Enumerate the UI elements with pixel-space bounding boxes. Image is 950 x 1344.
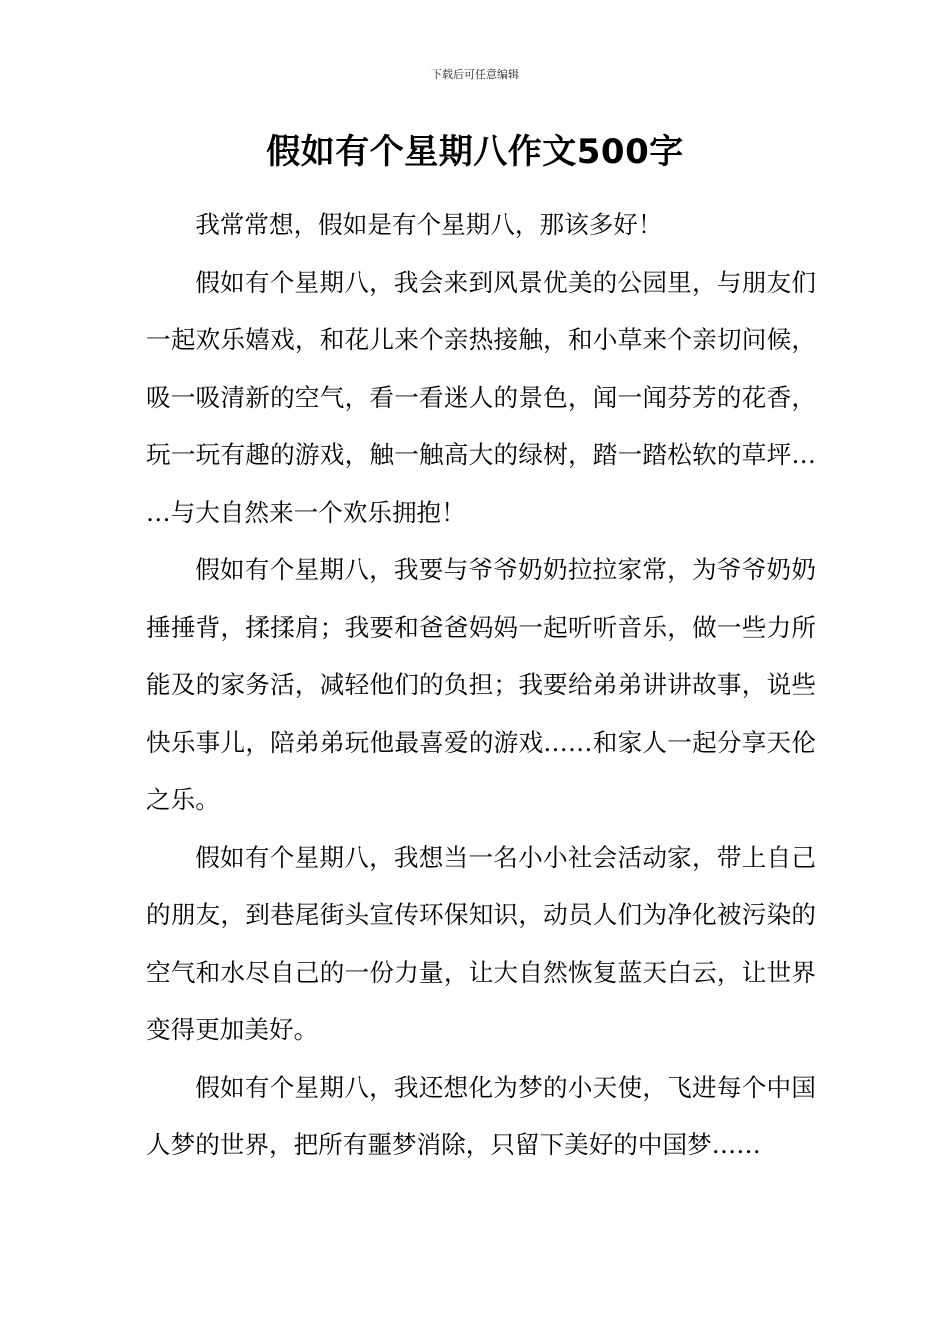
document-title: 假如有个星期八作文500字: [266, 132, 684, 172]
paragraph: 假如有个星期八，我还想化为梦的小天使，飞进每个中国人梦的世界，把所有噩梦消除，只留下美好的中国梦……: [146, 1072, 816, 1159]
paragraph: 假如有个星期八，我要与爷爷奶奶拉拉家常，为爷爷奶奶捶捶背，揉揉肩；我要和爸爸妈妈一起听听音乐，做一些力所能及的家务活，减轻他们的负担；我要给弟弟讲讲故事，说些快乐事儿，陪弟弟玩他最喜爱的游戏……和家人一起分享天伦之乐。: [146, 555, 816, 814]
paragraph: 我常常想，假如是有个星期八，那该多好！: [195, 210, 663, 239]
paragraph: 假如有个星期八，我想当一名小小社会活动家，带上自己的朋友，到巷尾街头宣传环保知识，动员人们为净化被污染的空气和水尽自己的一份力量，让大自然恢复蓝天白云，让世界变得更加美好。: [146, 842, 816, 1044]
page-header-note: 下载后可任意编辑: [431, 68, 519, 81]
paragraph: 假如有个星期八，我会来到风景优美的公园里，与朋友们一起欢乐嬉戏，和花儿来个亲热接触，和小草来个亲切问候，吸一吸清新的空气，看一看迷人的景色，闻一闻芬芳的花香，玩一玩有趣的游戏，触一触高大的绿树，踏一踏松软的草坪……与大自然来一个欢乐拥抱！: [146, 267, 816, 527]
document-body: [146, 196, 816, 1174]
